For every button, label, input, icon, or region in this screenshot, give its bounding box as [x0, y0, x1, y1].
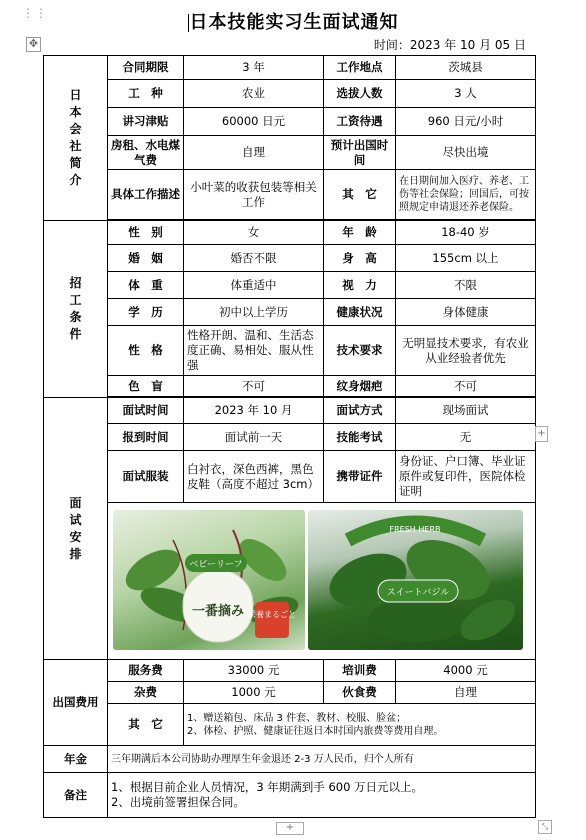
product-photos — [108, 503, 536, 660]
dress-value: 白衬衣，深色西裤，黑色皮鞋（高度不超过 3cm） — [184, 451, 324, 503]
arrive-value: 面试前一天 — [184, 424, 324, 451]
weight-label: 体 重 — [108, 272, 184, 299]
personality-label: 性 格 — [108, 326, 184, 376]
interview-method-label: 面试方式 — [324, 398, 396, 424]
fees-other-value — [184, 704, 536, 746]
desc-value: 小叶菜的收获包装等相关工作 — [184, 170, 324, 220]
product1-badge: 栄養まるごと — [248, 609, 296, 619]
quota-value: 3 人 — [396, 80, 536, 108]
add-column-plus-icon[interactable]: + — [535, 426, 548, 442]
add-row-plus-icon[interactable]: + — [276, 822, 304, 835]
misc-label: 杂费 — [108, 682, 184, 704]
dress-label: 面试服装 — [108, 451, 184, 503]
section-notes: 备注 — [44, 773, 108, 818]
departure-value: 尽快出境 — [396, 136, 536, 170]
tattoo-value: 不可 — [396, 376, 536, 397]
page-title — [0, 8, 586, 34]
notes-line2: 2、出境前签署担保合同。 — [111, 795, 245, 809]
location-value: 茨城县 — [396, 56, 536, 80]
notes-value — [108, 773, 536, 818]
product1-name: ベビーリーフ — [189, 559, 243, 570]
marriage-label: 婚 姻 — [108, 245, 184, 272]
departure-label: 预计出国时间 — [324, 136, 396, 170]
fees-other-line2: 2、体检、护照、健康证往返日本时国内旅费等费用自理。 — [187, 725, 444, 737]
quota-label: 选拔人数 — [324, 80, 396, 108]
allowance-value: 60000 日元 — [184, 108, 324, 136]
section-company: 日本会社简介 — [44, 56, 108, 221]
health-label: 健康状况 — [324, 299, 396, 326]
resize-icon[interactable]: ⤡ — [538, 820, 552, 834]
service-value: 33000 元 — [184, 660, 324, 682]
docs-value: 身份证、户口簿、毕业证原件或复印件，医院体检证明 — [396, 451, 536, 503]
weight-value: 体重适中 — [184, 272, 324, 299]
food-value: 自理 — [396, 682, 536, 704]
docs-label: 携带证件 — [324, 451, 396, 503]
baby-leaf-photo — [113, 510, 305, 650]
fees-other-line1: 1、赠送箱包、床品 3 件套、教材、校服、脸盆； — [187, 712, 407, 724]
gender-label: 性 别 — [108, 221, 184, 245]
edu-label: 学 历 — [108, 299, 184, 326]
rent-value: 自理 — [184, 136, 324, 170]
location-label: 工作地点 — [324, 56, 396, 80]
wage-label: 工资待遇 — [324, 108, 396, 136]
vision-label: 视 力 — [324, 272, 396, 299]
training-label: 培训费 — [324, 660, 396, 682]
text-cursor — [188, 14, 189, 32]
product1-sub: 一番摘み — [191, 603, 245, 619]
colorblind-label: 色 盲 — [108, 376, 184, 397]
desc-label: 具体工作描述 — [108, 170, 184, 220]
wage-value: 960 日元/小时 — [396, 108, 536, 136]
contract-label: 合同期限 — [108, 56, 184, 80]
notes-line1: 1、根据目前企业人员情况，3 年期满到手 600 万日元以上。 — [111, 780, 424, 794]
fees-other-label: 其 它 — [108, 704, 184, 746]
job-label: 工 种 — [108, 80, 184, 108]
skill-label: 技术要求 — [324, 326, 396, 376]
notice-table — [43, 55, 536, 818]
skill-value: 无明显技术要求，有农业从业经验者优先 — [396, 326, 536, 376]
food-label: 伙食费 — [324, 682, 396, 704]
company-other-label: 其 它 — [324, 170, 396, 220]
allowance-label: 讲习津贴 — [108, 108, 184, 136]
misc-value: 1000 元 — [184, 682, 324, 704]
tattoo-label: 纹身烟疤 — [324, 376, 396, 397]
company-other-value: 在日期间加入医疗、养老、工伤等社会保险；回国后，可按照规定申请退还养老保险。 — [396, 170, 536, 220]
page-title-text: 日本技能实习生面试通知 — [189, 12, 399, 33]
edu-value: 初中以上学历 — [184, 299, 324, 326]
move-icon[interactable]: ✥ — [26, 37, 41, 52]
section-interview: 面试安排 — [44, 398, 108, 660]
date-line: 时间：2023 年 10 月 05 日 — [373, 38, 526, 52]
product2-ring: FRESH HERB — [389, 524, 441, 534]
colorblind-value: 不可 — [184, 376, 324, 397]
exam-label: 技能考试 — [324, 424, 396, 451]
service-label: 服务费 — [108, 660, 184, 682]
section-recruit: 招工条件 — [44, 221, 108, 398]
height-value: 155cm 以上 — [396, 245, 536, 272]
marriage-value: 婚否不限 — [184, 245, 324, 272]
contract-value: 3 年 — [184, 56, 324, 80]
section-fees: 出国费用 — [44, 660, 108, 746]
age-value: 18-40 岁 — [396, 221, 536, 245]
training-value: 4000 元 — [396, 660, 536, 682]
interview-method-value: 现场面试 — [396, 398, 536, 424]
drag-handle-icon[interactable]: ⋮⋮ — [22, 6, 48, 20]
height-label: 身 高 — [324, 245, 396, 272]
personality-value: 性格开朗、温和、生活态度正确、易相处、服从性强 — [184, 326, 324, 376]
product2-name: スイートバジル — [386, 587, 450, 598]
exam-value: 无 — [396, 424, 536, 451]
age-label: 年 龄 — [324, 221, 396, 245]
vision-value: 不限 — [396, 272, 536, 299]
sweet-basil-photo — [308, 510, 523, 650]
rent-label: 房租、水电煤气费 — [108, 136, 184, 170]
interview-time-label: 面试时间 — [108, 398, 184, 424]
job-value: 农业 — [184, 80, 324, 108]
section-pension: 年金 — [44, 746, 108, 773]
gender-value: 女 — [184, 221, 324, 245]
pension-value: 三年期满后本公司协助办理厚生年金退还 2-3 万人民币，归个人所有 — [108, 746, 536, 773]
arrive-label: 报到时间 — [108, 424, 184, 451]
interview-time-value: 2023 年 10 月 — [184, 398, 324, 424]
health-value: 身体健康 — [396, 299, 536, 326]
